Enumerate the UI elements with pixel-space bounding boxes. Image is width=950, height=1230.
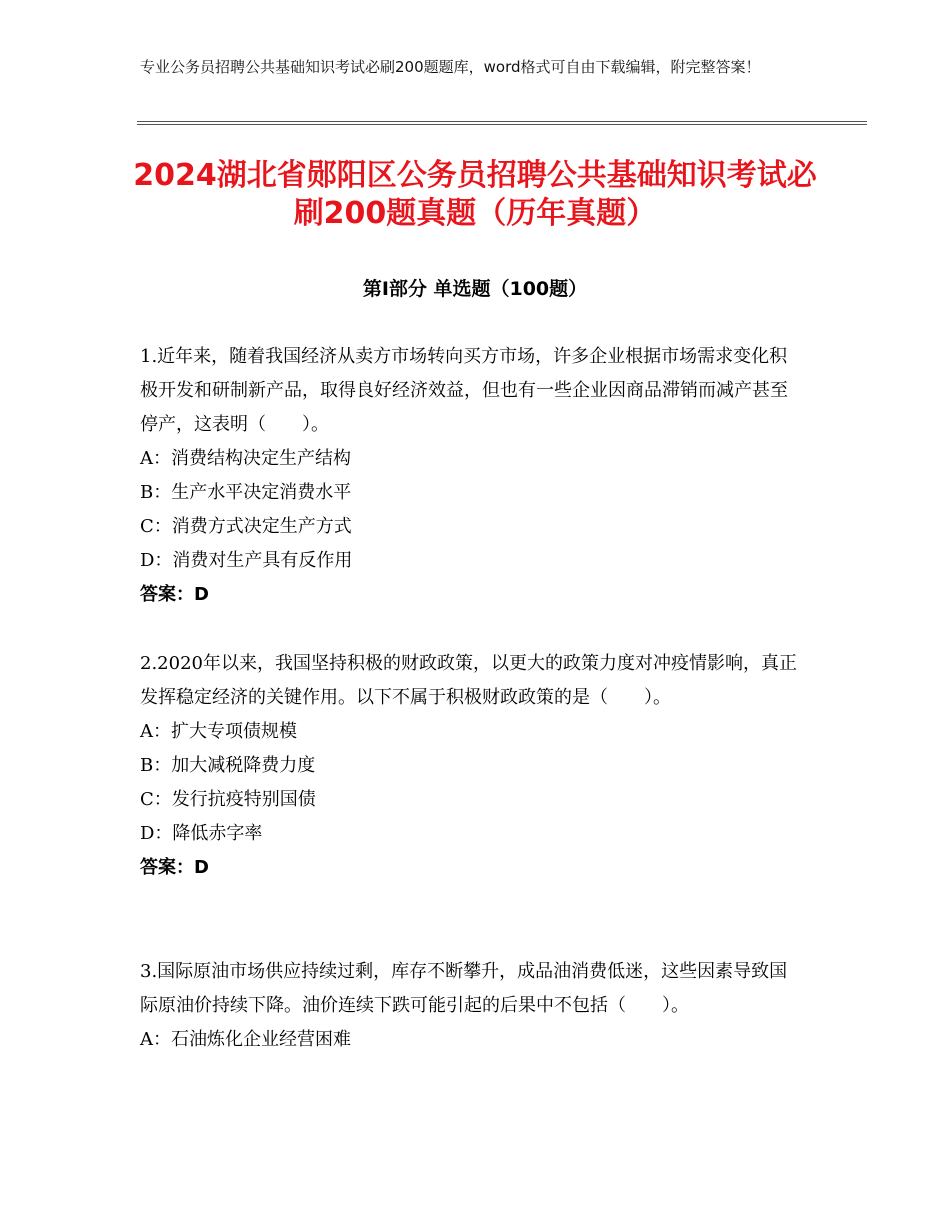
- option-c: C：消费方式决定生产方式: [140, 516, 352, 537]
- question-text: 3.国际原油市场供应持续过剩，库存不断攀升，成品油消费低迷，这些因素导致国际原油价持续下降。油价连续下跌可能引起的后果中不包括（ ）。: [140, 961, 788, 1016]
- question-3: [140, 955, 800, 1057]
- option-a: A：消费结构决定生产结构: [140, 448, 351, 469]
- question-1: [140, 340, 800, 612]
- section-title: 第Ⅰ部分 单选题（100题）: [362, 278, 588, 300]
- option-c: C：发行抗疫特别国债: [140, 789, 316, 810]
- answer: 答案：D: [140, 857, 209, 878]
- answer: 答案：D: [140, 584, 209, 605]
- header-note: 专业公务员招聘公共基础知识考试必刷200题题库，word格式可自由下载编辑，附完整答案！: [140, 58, 761, 76]
- header-divider: [137, 121, 867, 125]
- question-2: [140, 647, 800, 885]
- option-d: D：消费对生产具有反作用: [140, 550, 353, 571]
- option-b: B：生产水平决定消费水平: [140, 482, 352, 503]
- document-title: 2024湖北省郧阳区公务员招聘公共基础知识考试必刷200题真题（历年真题）: [133, 158, 817, 231]
- question-text: 2.2020年以来，我国坚持积极的财政政策，以更大的政策力度对冲疫情影响，真正发挥稳定经济的关键作用。以下不属于积极财政政策的是（ ）。: [140, 653, 797, 708]
- option-d: D：降低赤字率: [140, 823, 263, 844]
- option-a: A：石油炼化企业经营困难: [140, 1029, 351, 1050]
- option-b: B：加大减税降费力度: [140, 755, 316, 776]
- option-a: A：扩大专项债规模: [140, 721, 297, 742]
- question-text: 1.近年来，随着我国经济从卖方市场转向买方市场，许多企业根据市场需求变化积极开发和研制新产品，取得良好经济效益，但也有一些企业因商品滞销而减产甚至停产，这表明（ ）。: [140, 346, 788, 435]
